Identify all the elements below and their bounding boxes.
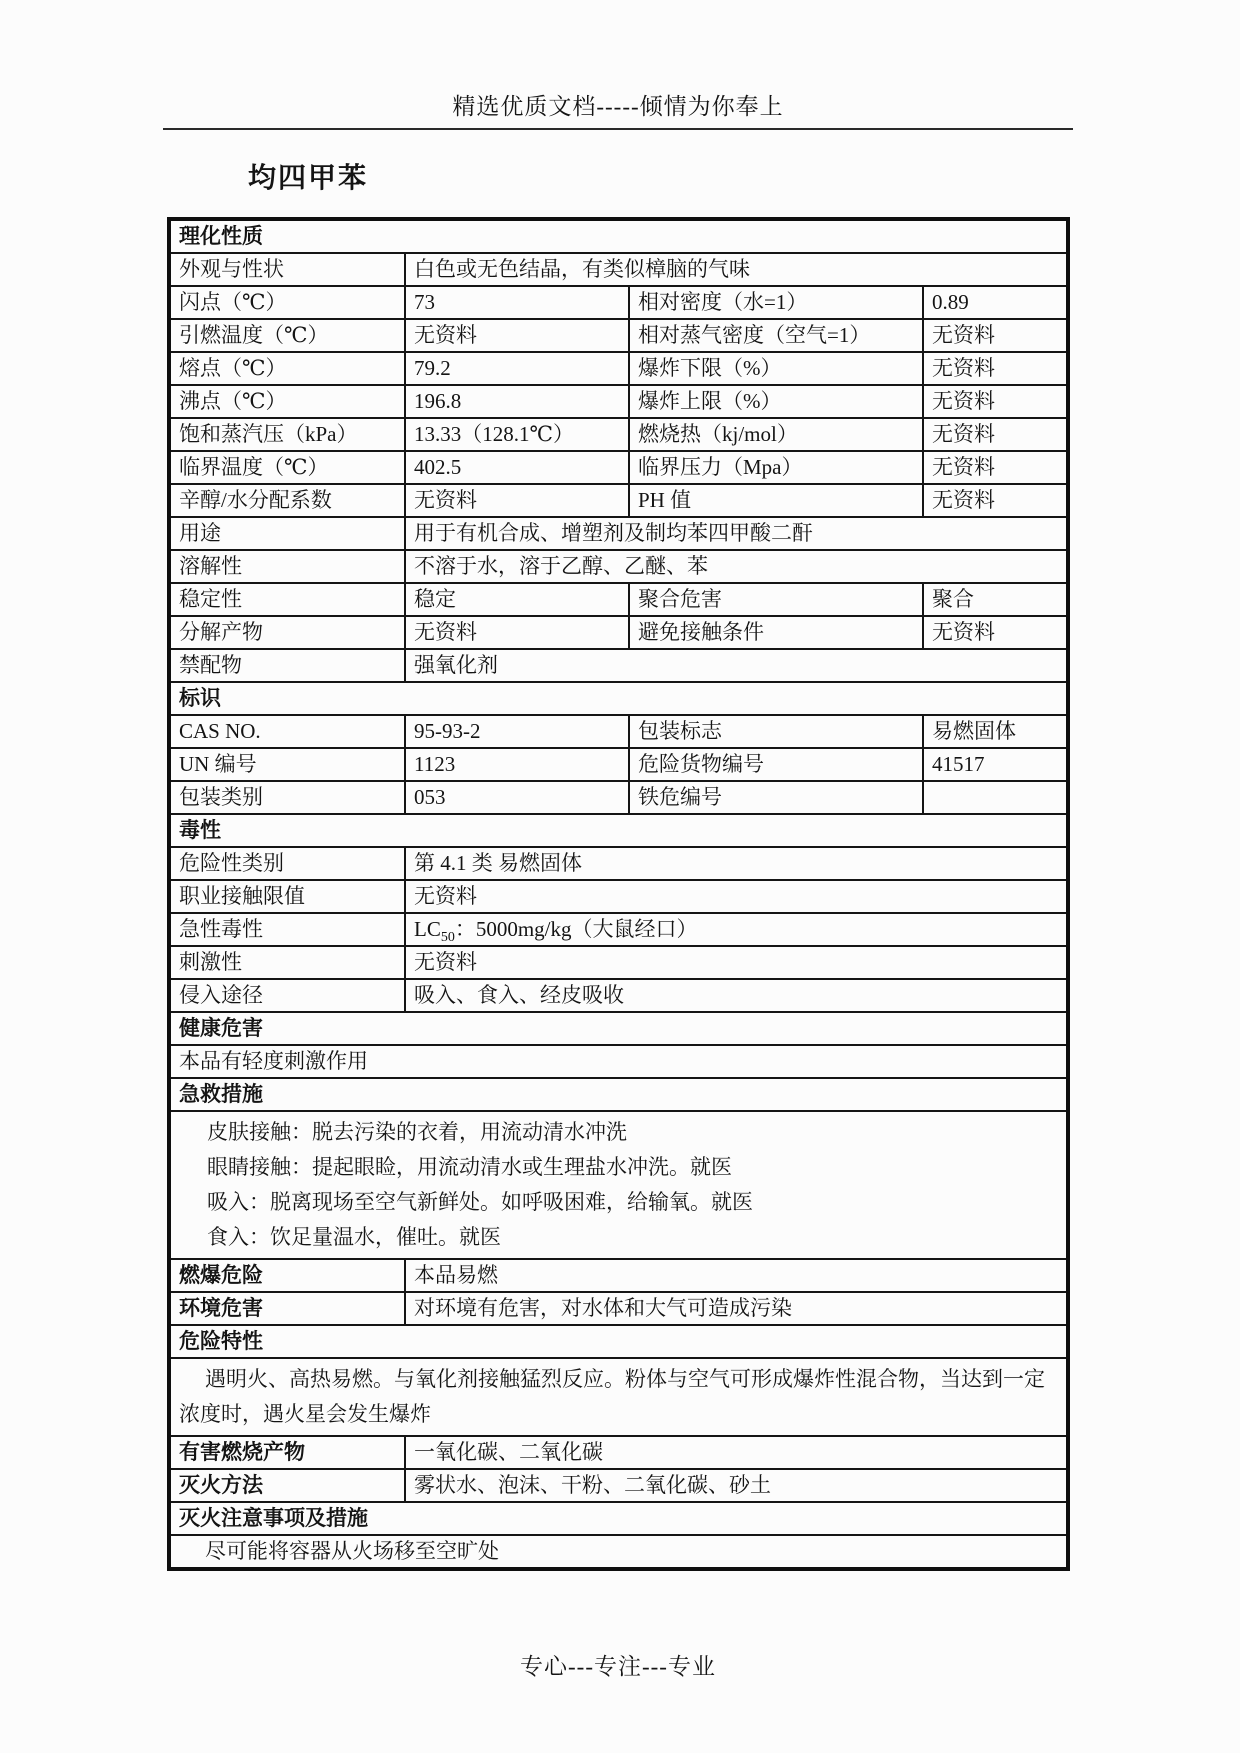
value-dangerous-goods-number: 41517 <box>923 748 1068 781</box>
table-row <box>169 550 1068 583</box>
table-row <box>169 286 1068 319</box>
doc-title: 均四甲苯 <box>248 163 369 194</box>
value-packing-category: 053 <box>405 781 629 814</box>
table-row <box>169 352 1068 385</box>
value-stability: 稳定 <box>405 583 629 616</box>
label-un-number: UN 编号 <box>169 748 405 781</box>
section-header-fire-notes: 灭火注意事项及措施 <box>169 1502 1068 1535</box>
section-header-physical: 理化性质 <box>169 219 1068 253</box>
first-aid-line-eyes: 眼睛接触：提起眼睑，用流动清水或生理盐水冲洗。就医 <box>207 1155 732 1179</box>
value-vapor-pressure: 13.33（128.1℃） <box>405 418 629 451</box>
label-rail-hazard-number: 铁危编号 <box>629 781 923 814</box>
table-row <box>169 979 1068 1012</box>
label-polymerization-hazard: 聚合危害 <box>629 583 923 616</box>
table-row <box>169 715 1068 748</box>
table-row <box>169 913 1068 946</box>
value-rail-hazard-number <box>923 781 1068 814</box>
value-polymerization-hazard: 聚合 <box>923 583 1068 616</box>
table-row <box>169 583 1068 616</box>
header-divider-line <box>163 128 1073 130</box>
table-row <box>169 1111 1068 1259</box>
table-row <box>169 418 1068 451</box>
label-acute-toxicity: 急性毒性 <box>169 913 405 946</box>
first-aid-line-inhalation: 吸入：脱离现场至空气新鲜处。如呼吸困难，给输氧。就医 <box>207 1190 753 1214</box>
label-incompatible: 禁配物 <box>169 649 405 682</box>
doc-header-text: 精选优质文档-----倾情为你奉上 <box>452 94 784 119</box>
label-avoid-contact: 避免接触条件 <box>629 616 923 649</box>
table-row <box>169 484 1068 517</box>
health-hazard-text: 本品有轻度刺激作用 <box>169 1045 1068 1078</box>
table-row <box>169 649 1068 682</box>
table-row <box>169 1535 1068 1569</box>
msds-table <box>167 217 1070 1571</box>
first-aid-text-block <box>169 1111 1068 1259</box>
label-melting-point: 熔点（℃） <box>169 352 405 385</box>
value-environment-hazard: 对环境有危害，对水体和大气可造成污染 <box>405 1292 1068 1325</box>
section-row-toxicity <box>169 814 1068 847</box>
label-ph: PH 值 <box>629 484 923 517</box>
label-explosion-upper: 爆炸上限（%） <box>629 385 923 418</box>
label-entry-routes: 侵入途径 <box>169 979 405 1012</box>
table-row <box>169 847 1068 880</box>
table-row <box>169 616 1068 649</box>
section-row-physical <box>169 219 1068 253</box>
label-flash-point: 闪点（℃） <box>169 286 405 319</box>
label-extinguishing-method: 灭火方法 <box>169 1469 405 1502</box>
value-explosion-lower: 无资料 <box>923 352 1068 385</box>
value-exposure-limit: 无资料 <box>405 880 1068 913</box>
value-flammability: 本品易燃 <box>405 1259 1068 1292</box>
fire-notes-text: 尽可能将容器从火场移至空旷处 <box>169 1535 1068 1569</box>
lc-prefix: LC <box>414 917 441 941</box>
label-critical-temp: 临界温度（℃） <box>169 451 405 484</box>
hazard-characteristics-block <box>169 1358 1068 1436</box>
value-incompatible: 强氧化剂 <box>405 649 1068 682</box>
value-hazard-class: 第 4.1 类 易燃固体 <box>405 847 1068 880</box>
label-cas-no: CAS NO. <box>169 715 405 748</box>
table-row <box>169 319 1068 352</box>
section-header-hazard-characteristics: 危险特性 <box>169 1325 1068 1358</box>
table-row <box>169 1045 1068 1078</box>
table-row <box>169 1358 1068 1436</box>
table-row <box>169 1259 1068 1292</box>
table-row <box>169 451 1068 484</box>
value-vapor-density: 无资料 <box>923 319 1068 352</box>
table-row <box>169 1469 1068 1502</box>
value-melting-point: 79.2 <box>405 352 629 385</box>
label-exposure-limit: 职业接触限值 <box>169 880 405 913</box>
section-header-toxicity: 毒性 <box>169 814 1068 847</box>
section-header-identification: 标识 <box>169 682 1068 715</box>
value-boiling-point: 196.8 <box>405 385 629 418</box>
value-avoid-contact: 无资料 <box>923 616 1068 649</box>
label-combustion-heat: 燃烧热（kj/mol） <box>629 418 923 451</box>
label-hazard-class: 危险性类别 <box>169 847 405 880</box>
label-appearance: 外观与性状 <box>169 253 405 286</box>
value-decomposition: 无资料 <box>405 616 629 649</box>
value-critical-temp: 402.5 <box>405 451 629 484</box>
label-decomposition: 分解产物 <box>169 616 405 649</box>
label-vapor-density: 相对蒸气密度（空气=1） <box>629 319 923 352</box>
label-flammability: 燃爆危险 <box>169 1259 405 1292</box>
table-row <box>169 517 1068 550</box>
label-dangerous-goods-number: 危险货物编号 <box>629 748 923 781</box>
label-combustion-products: 有害燃烧产物 <box>169 1436 405 1469</box>
value-packing-mark: 易燃固体 <box>923 715 1068 748</box>
value-solubility: 不溶于水，溶于乙醇、乙醚、苯 <box>405 550 1068 583</box>
value-ph: 无资料 <box>923 484 1068 517</box>
section-row-hazard-characteristics <box>169 1325 1068 1358</box>
first-aid-line-ingestion: 食入：饮足量温水，催吐。就医 <box>207 1225 501 1249</box>
value-combustion-heat: 无资料 <box>923 418 1068 451</box>
label-packing-mark: 包装标志 <box>629 715 923 748</box>
value-relative-density: 0.89 <box>923 286 1068 319</box>
label-explosion-lower: 爆炸下限（%） <box>629 352 923 385</box>
table-row <box>169 880 1068 913</box>
doc-footer-text: 专心---专注---专业 <box>520 1654 716 1679</box>
hazard-characteristics-text: 遇明火、高热易燃。与氧化剂接触猛烈反应。粉体与空气可形成爆炸性混合物，当达到一定浓度时，遇火星会发生爆炸 <box>179 1367 1045 1426</box>
first-aid-line-skin: 皮肤接触：脱去污染的衣着，用流动清水冲洗 <box>207 1120 627 1144</box>
section-header-first-aid: 急救措施 <box>169 1078 1068 1111</box>
label-solubility: 溶解性 <box>169 550 405 583</box>
value-flash-point: 73 <box>405 286 629 319</box>
section-row-fire-notes <box>169 1502 1068 1535</box>
table-row <box>169 1292 1068 1325</box>
label-packing-category: 包装类别 <box>169 781 405 814</box>
table-row <box>169 748 1068 781</box>
section-header-health: 健康危害 <box>169 1012 1068 1045</box>
table-row <box>169 385 1068 418</box>
label-relative-density: 相对密度（水=1） <box>629 286 923 319</box>
value-combustion-products: 一氧化碳、二氧化碳 <box>405 1436 1068 1469</box>
value-appearance: 白色或无色结晶，有类似樟脑的气味 <box>405 253 1068 286</box>
value-acute-toxicity <box>405 913 1068 946</box>
value-cas-no: 95-93-2 <box>405 715 629 748</box>
value-un-number: 1123 <box>405 748 629 781</box>
section-row-identification <box>169 682 1068 715</box>
section-row-health <box>169 1012 1068 1045</box>
label-use: 用途 <box>169 517 405 550</box>
label-environment-hazard: 环境危害 <box>169 1292 405 1325</box>
lc-subscript: 50 <box>440 930 455 946</box>
label-vapor-pressure: 饱和蒸汽压（kPa） <box>169 418 405 451</box>
label-irritation: 刺激性 <box>169 946 405 979</box>
value-critical-pressure: 无资料 <box>923 451 1068 484</box>
value-irritation: 无资料 <box>405 946 1068 979</box>
label-ignition-temp: 引燃温度（℃） <box>169 319 405 352</box>
value-ignition-temp: 无资料 <box>405 319 629 352</box>
table-row <box>169 253 1068 286</box>
value-entry-routes: 吸入、食入、经皮吸收 <box>405 979 1068 1012</box>
label-stability: 稳定性 <box>169 583 405 616</box>
value-explosion-upper: 无资料 <box>923 385 1068 418</box>
section-row-first-aid <box>169 1078 1068 1111</box>
lc-rest: ：5000mg/kg（大鼠经口） <box>454 917 698 941</box>
value-partition-coefficient: 无资料 <box>405 484 629 517</box>
value-extinguishing-method: 雾状水、泡沫、干粉、二氧化碳、砂土 <box>405 1469 1068 1502</box>
label-partition-coefficient: 辛醇/水分配系数 <box>169 484 405 517</box>
table-row <box>169 781 1068 814</box>
label-boiling-point: 沸点（℃） <box>169 385 405 418</box>
value-use: 用于有机合成、增塑剂及制均苯四甲酸二酐 <box>405 517 1068 550</box>
label-critical-pressure: 临界压力（Mpa） <box>629 451 923 484</box>
table-row <box>169 946 1068 979</box>
table-row <box>169 1436 1068 1469</box>
